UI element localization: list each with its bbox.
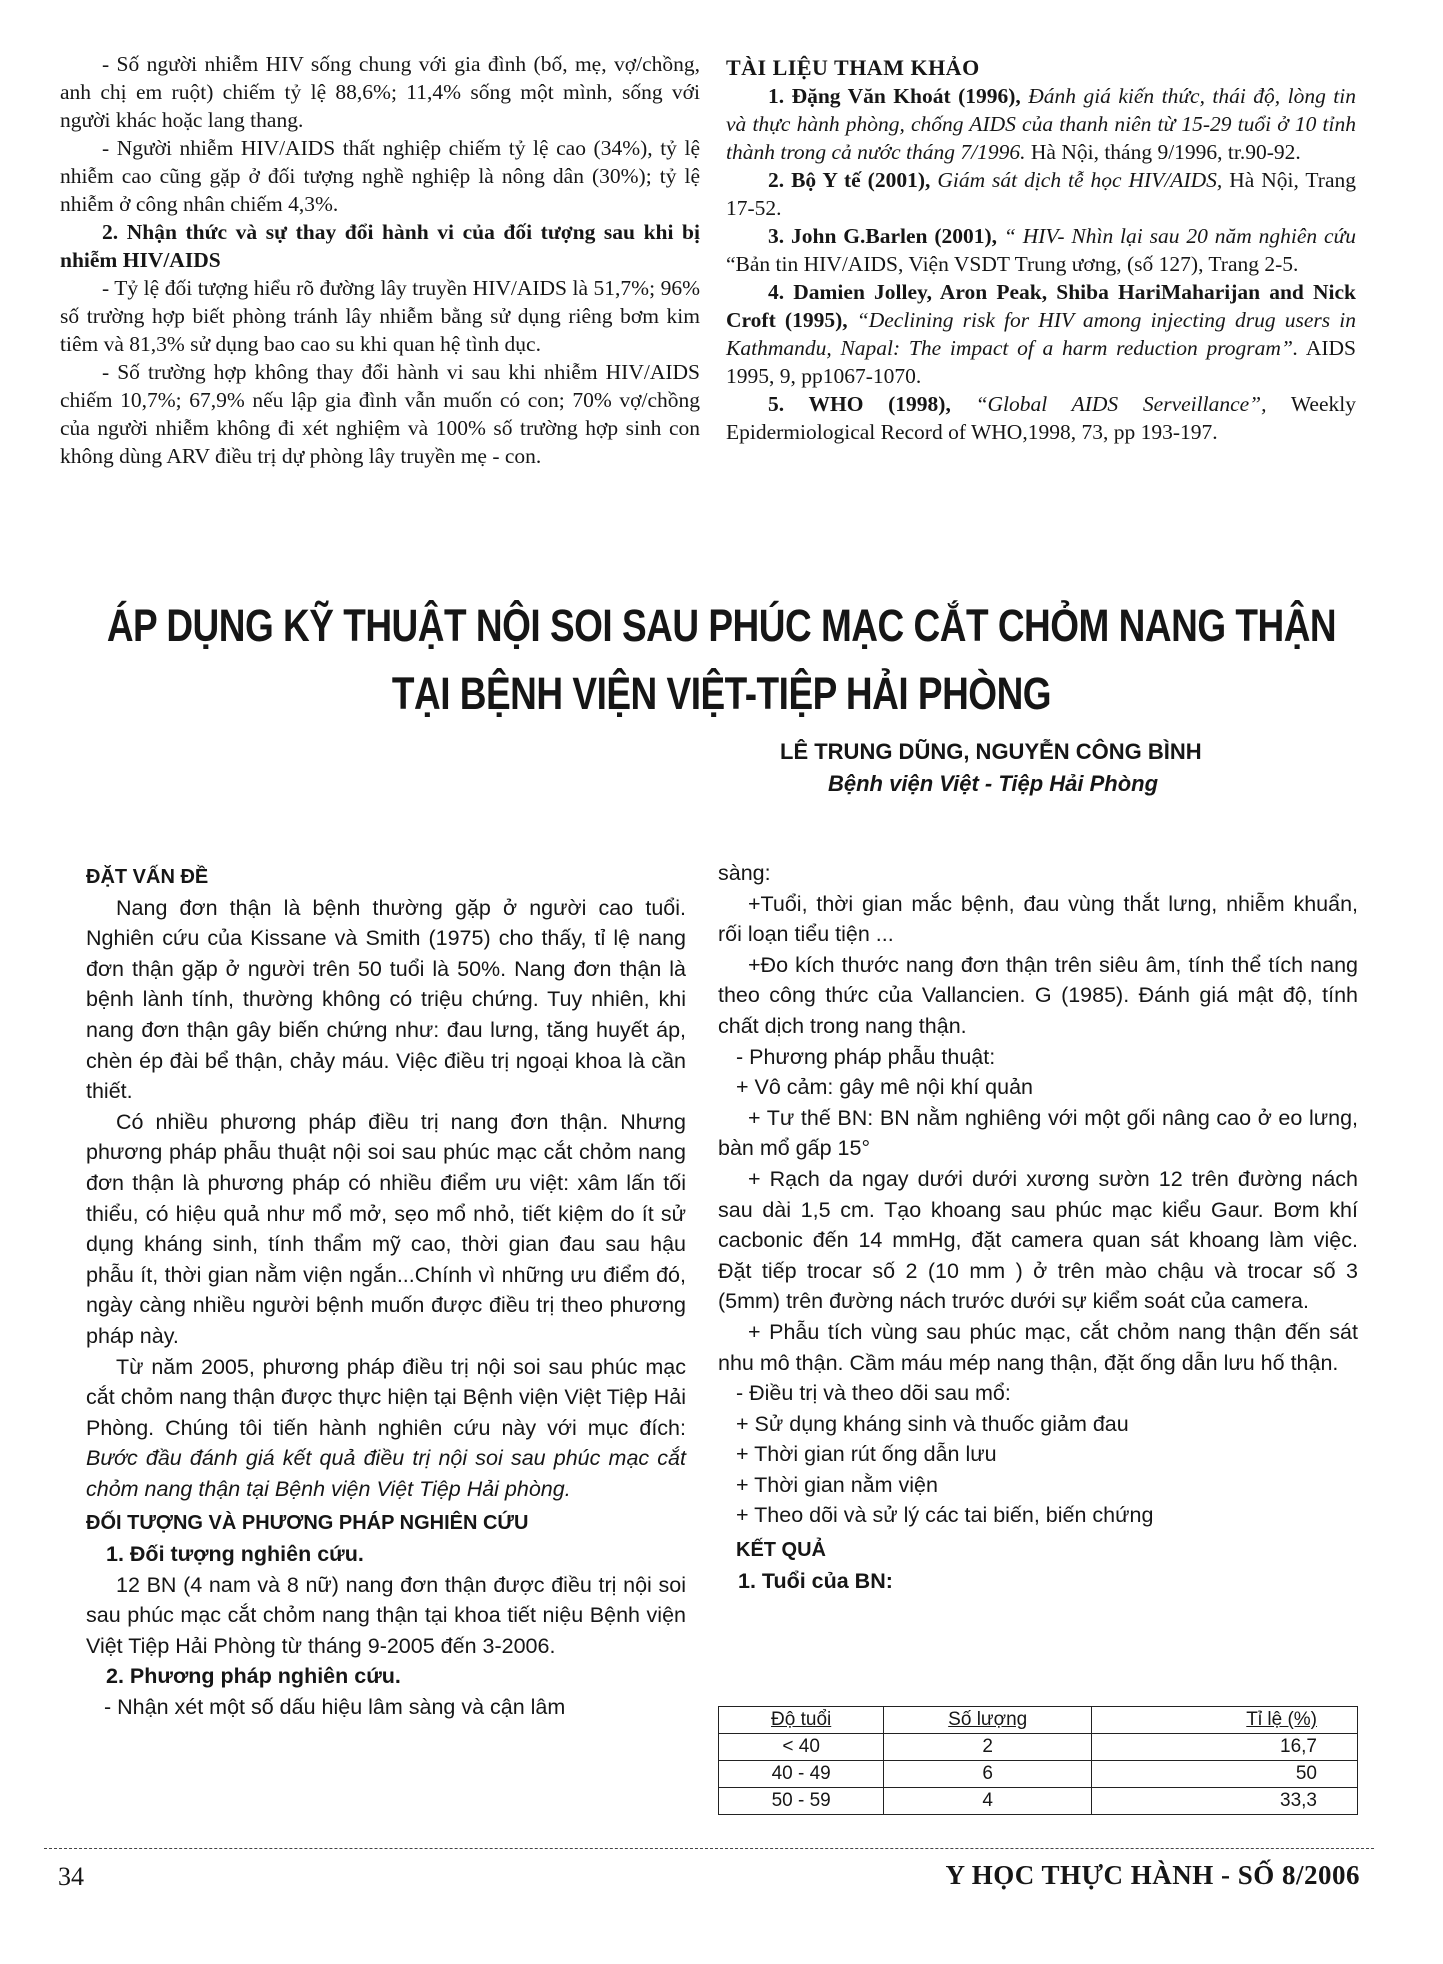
paragraph: - Số người nhiễm HIV sống chung với gia đình (bố, mẹ, vợ/chồng, anh chị em ruột) chiếm tỷ lệ 88,6%; 11,4% sống một mình, sống với người khác hoặc lang thang.: [60, 52, 700, 132]
list-item: + Phẫu tích vùng sau phúc mạc, cắt chỏm nang thận đến sát nhu mô thận. Cầm máu mép nang thận, đặt ống dẫn lưu hố thận.: [718, 1319, 1358, 1375]
references-heading: TÀI LIỆU THAM KHẢO: [726, 55, 980, 80]
table-row: [719, 1734, 1358, 1761]
list-item: + Theo dõi và sử lý các tai biến, biến chứng: [736, 1503, 1154, 1528]
table-header-cell: Số lượng: [884, 1707, 1092, 1734]
paragraph-text: Từ năm 2005, phương pháp điều trị nội soi sau phúc mạc cắt chỏm nang thận được thực hiện tại Bệnh viện Việt Tiệp Hải Phòng. Chúng tôi tiến hành nghiên cứu này với mục đích:: [86, 1354, 686, 1440]
list-item: + Rạch da ngay dưới dưới xương sườn 12 trên đường nách sau dài 1,5 cm. Tạo khoang sau phúc mạc kiểu Gaur. Bơm khí cacbonic đến 14 mmHg, đặt camera quan sát khoang làm việc. Đặt tiếp trocar số 2 (10 mm ) ở trên mào chậu và trocar số 3 (5mm) trên đường nách trước dưới sự kiểm soát của camera.: [718, 1166, 1358, 1314]
paragraph: Có nhiều phương pháp điều trị nang đơn thận. Nhưng phương pháp phẫu thuật nội soi sau phúc mạc cắt chỏm nang đơn thận là phương pháp có nhiều điểm ưu việt: xâm lấn tối thiểu, có hiệu quả như mổ mở, sẹo mổ nhỏ, tiết kiệm do ít sử dụng kháng sinh, tính thẩm mỹ cao, thời gian đau sau hậu phẫu ít, thời gian nằm viện ngắn...Chính vì những ưu điểm đó, ngày càng nhiều người bệnh muốn được điều trị theo phương pháp này.: [86, 1109, 686, 1348]
article-authors: LÊ TRUNG DŨNG, NGUYỄN CÔNG BÌNH: [780, 739, 1202, 764]
author-affiliation: Bệnh viện Việt - Tiệp Hải Phòng: [828, 771, 1159, 796]
reference-title: Đánh giá kiến thức, thái độ, lòng tin và thực hành phòng, chống AIDS của thanh niên từ 15-29 tuổi ở 10 tỉnh thành trong cả nước tháng 7/1996.: [726, 84, 1356, 164]
paragraph: - Tỷ lệ đối tượng hiểu rõ đường lây truyền HIV/AIDS là 51,7%; 96% số trường hợp biết phòng tránh lây nhiễm bằng sử dụng riêng bơm kim tiêm và 81,3% sử dụng bao cao su khi quan hệ tình dục.: [60, 276, 700, 356]
body-right-column: [718, 858, 1358, 1596]
reference-title: Giám sát dịch tễ học HIV/AIDS,: [937, 168, 1223, 192]
table-cell: < 40: [719, 1734, 884, 1761]
table-cell: 50 - 59: [719, 1788, 884, 1815]
reference-title: “ HIV- Nhìn lại sau 20 năm nghiên cứu: [1003, 224, 1356, 248]
reference-author: 4. Damien Jolley, Aron Peak, Shiba HariMaharijan and Nick Croft (1995),: [726, 280, 1356, 332]
page-number: 34: [58, 1862, 84, 1891]
list-item: +Tuổi, thời gian mắc bệnh, đau vùng thắt lưng, nhiễm khuẩn, rối loạn tiểu tiện ...: [718, 891, 1358, 947]
article-title: [0, 592, 1443, 729]
table-header-cell: Tỉ lệ (%): [1092, 1707, 1358, 1734]
section-heading-introduction: ĐẶT VẤN ĐỀ: [86, 866, 209, 888]
section-heading-results: KẾT QUẢ: [736, 1539, 826, 1562]
table-header-row: [719, 1707, 1358, 1734]
journal-name: Y HỌC THỰC HÀNH - SỐ 8/2006: [945, 1860, 1360, 1890]
list-item: + Thời gian nằm viện: [736, 1472, 938, 1497]
table-cell: 2: [884, 1734, 1092, 1761]
subsection-heading: 1. Đối tượng nghiên cứu.: [106, 1542, 364, 1567]
list-item: +Đo kích thước nang đơn thận trên siêu âm, tính thể tích nang theo công thức của Vallancien. G (1985). Đánh giá mật độ, tính chất dịch trong nang thận.: [718, 952, 1358, 1038]
reference-author: 1. Đặng Văn Khoát (1996),: [768, 84, 1021, 108]
reference-item: [726, 390, 1356, 446]
paragraph: [86, 1352, 686, 1505]
paragraph: sàng:: [718, 861, 771, 885]
list-item: + Sử dụng kháng sinh và thuốc giảm đau: [736, 1411, 1129, 1436]
subsection-heading: 2. Phương pháp nghiên cứu.: [106, 1664, 401, 1689]
reference-item: [726, 82, 1356, 166]
list-item: + Vô cảm: gây mê nội khí quản: [736, 1075, 1033, 1100]
reference-title: “Global AIDS Serveillance”,: [975, 392, 1267, 416]
table-row: [719, 1761, 1358, 1788]
table-cell: 40 - 49: [719, 1761, 884, 1788]
footer-divider: [44, 1848, 1374, 1849]
paragraph: - Số trường hợp không thay đổi hành vi sau khi nhiễm HIV/AIDS chiếm 10,7%; 67,9% nếu lập gia đình vẫn muốn có con; 70% vợ/chồng của người nhiễm không đi xét nghiệm và 100% số trường hợp sinh con không dùng ARV điều trị dự phòng lây truyền mẹ - con.: [60, 360, 700, 468]
list-item: + Thời gian rút ống dẫn lưu: [736, 1442, 997, 1467]
references-section: [726, 54, 1356, 446]
article-title-line-1: ÁP DỤNG KỸ THUẬT NỘI SOI SAU PHÚC MẠC CẮT CHỎM NANG THẬN: [106, 600, 1337, 651]
reference-source: AIDS 1995, 9, pp1067-1070.: [726, 336, 1356, 388]
reference-item: [726, 222, 1356, 278]
table-header-cell: Độ tuổi: [719, 1707, 884, 1734]
table-cell: 33,3: [1092, 1788, 1358, 1815]
age-distribution-table: [718, 1706, 1358, 1815]
table-cell: 4: [884, 1788, 1092, 1815]
reference-author: 2. Bộ Y tế (2001),: [768, 168, 931, 192]
previous-article-conclusions: [60, 50, 700, 470]
section-heading-methods: ĐỐI TƯỢNG VÀ PHƯƠNG PHÁP NGHIÊN CỨU: [86, 1512, 529, 1535]
table-cell: 16,7: [1092, 1734, 1358, 1761]
list-heading: - Phương pháp phẫu thuật:: [736, 1044, 996, 1069]
subsection-heading: 1. Tuổi của BN:: [738, 1568, 893, 1593]
table-cell: 50: [1092, 1761, 1358, 1788]
reference-source: Hà Nội, tháng 9/1996, tr.90-92.: [1030, 140, 1301, 164]
reference-title: “Declining risk for HIV among injecting drug users in Kathmandu, Napal: The impact of a harm reduction program”.: [726, 308, 1356, 360]
list-item: + Tư thế BN: BN nằm nghiêng với một gối nâng cao ở eo lưng, bàn mổ gấp 15°: [718, 1105, 1358, 1161]
body-left-column: [86, 858, 686, 1723]
reference-item: [726, 166, 1356, 222]
reference-author: 5. WHO (1998),: [768, 392, 951, 416]
reference-author: 3. John G.Barlen (2001),: [768, 224, 998, 248]
study-aim: Bước đầu đánh giá kết quả điều trị nội soi sau phúc mạc cắt chỏm nang thận tại Bệnh viện Việt Tiệp Hải phòng.: [86, 1446, 686, 1501]
article-title-line-2: TẠI BỆNH VIỆN VIỆT-TIỆP HẢI PHÒNG: [391, 668, 1052, 719]
paragraph: 12 BN (4 nam và 8 nữ) nang đơn thận được điều trị nội soi sau phúc mạc cắt chỏm nang thận tại khoa tiết niệu Bệnh viện Việt Tiệp Hải Phòng từ tháng 9-2005 đến 3-2006.: [86, 1572, 686, 1658]
table-row: [719, 1788, 1358, 1815]
paragraph: - Người nhiễm HIV/AIDS thất nghiệp chiếm tỷ lệ cao (34%), tỷ lệ nhiễm cao cũng gặp ở đối tượng nghề nghiệp là nông dân (30%); tỷ lệ nhiễm ở công nhân chiếm 4,3%.: [60, 136, 700, 216]
section-heading: 2. Nhận thức và sự thay đổi hành vi của đối tượng sau khi bị nhiễm HIV/AIDS: [60, 220, 700, 272]
reference-source: Weekly Epidermiological Record of WHO,1998, 73, pp 193-197.: [726, 392, 1356, 444]
list-heading: - Điều trị và theo dõi sau mổ:: [736, 1381, 1011, 1406]
paragraph: Nang đơn thận là bệnh thường gặp ở người cao tuổi. Nghiên cứu của Kissane và Smith (1975) cho thấy, tỉ lệ nang đơn thận gặp ở người trên 50 tuổi là 50%. Nang đơn thận là bệnh lành tính, thường không có triệu chứng. Tuy nhiên, khi nang đơn thận gây biến chứng như: đau lưng, tăng huyết áp, chèn ép đài bể thận, chảy máu. Việc điều trị ngoại khoa là cần thiết.: [86, 895, 686, 1104]
paragraph: - Nhận xét một số dấu hiệu lâm sàng và cận lâm: [104, 1695, 566, 1720]
reference-item: [726, 278, 1356, 390]
table-cell: 6: [884, 1761, 1092, 1788]
reference-source: Hà Nội, Trang 17-52.: [726, 168, 1357, 220]
reference-source: “Bản tin HIV/AIDS, Viện VSDT Trung ương, (số 127), Trang 2-5.: [726, 252, 1299, 276]
